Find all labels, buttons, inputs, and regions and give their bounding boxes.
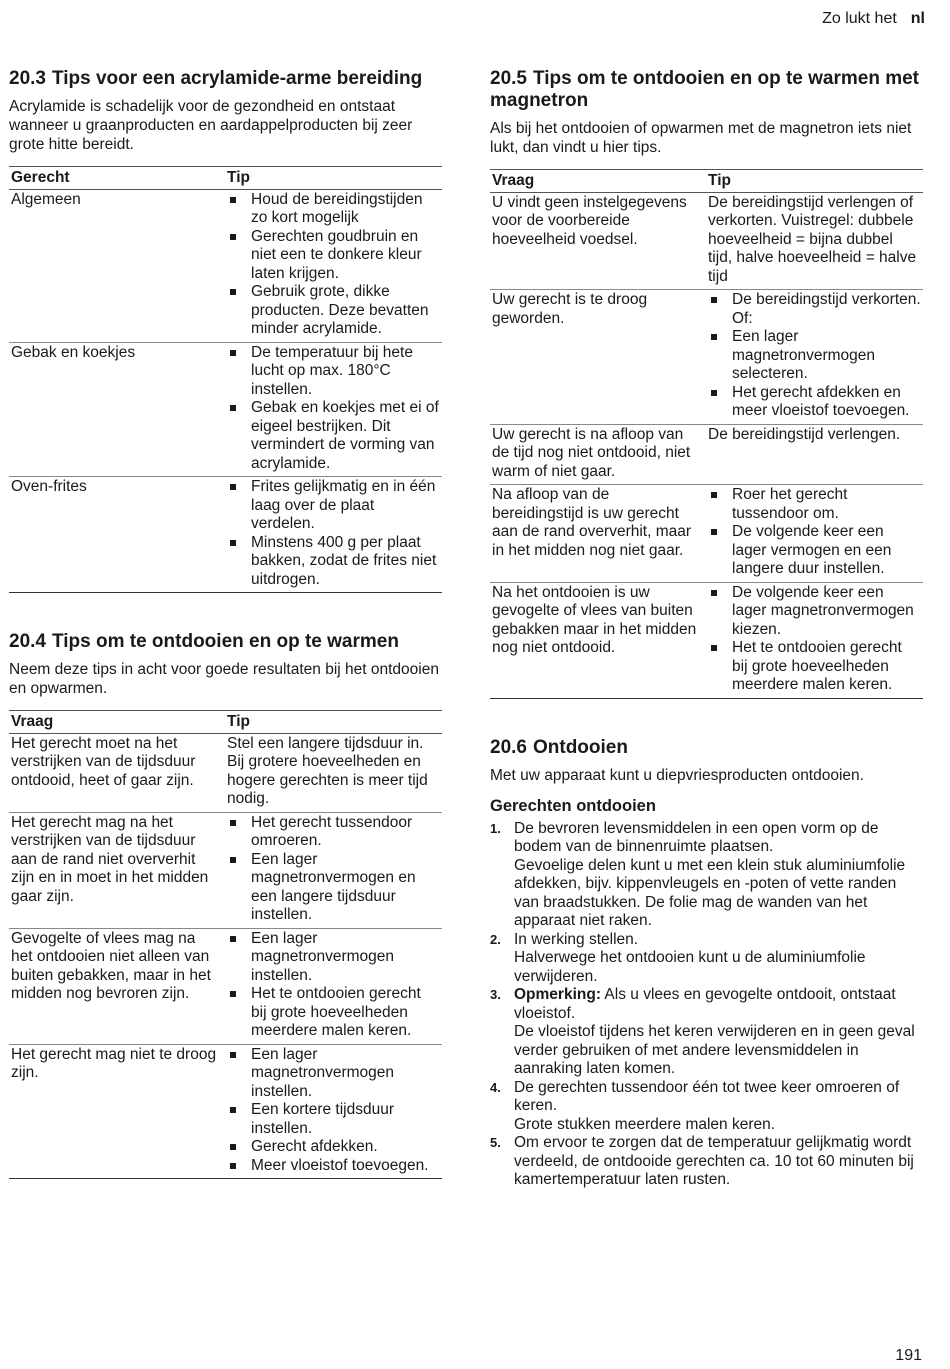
tip-item: Minstens 400 g per plaat bakken, zodat de frites niet uitdrogen. [227,534,440,590]
page-header [822,10,925,28]
tip-item: Gerecht afdekken. [227,1138,440,1157]
tips-table [9,166,442,593]
step-number: 3. [490,987,501,1002]
row-tip: Stel een langere tijdsduur in. Bij grotere hoeveelheden en hogere gerechten is meer tijd nodig. [225,733,442,812]
table-row [9,477,442,593]
row-tip: De bereidingstijd verlengen. [706,424,923,485]
table-row [9,342,442,477]
tip-list [227,344,440,474]
tip-item: Gebruik grote, dikke producten. Deze bevatten minder acrylamide. [227,283,440,339]
tip-item: Het te ontdooien gerecht bij grote hoeveelheden meerdere malen keren. [708,639,921,695]
col-header-question: Vraag [490,170,706,193]
tip-item: Een lager magnetronvermogen selecteren. [708,328,921,384]
row-question: U vindt geen instelgegevens voor de voorbereide hoeveelheid voedsel. [490,192,706,290]
step-text: De bevroren levensmiddelen in een open vorm op de bodem van de binnenruimte plaatsen. [514,819,879,855]
tip-item: Een lager magnetronvermogen instellen. [227,930,440,986]
tip-item: Het gerecht tussendoor omroeren. [227,814,440,851]
step-note-label: Opmerking: [514,986,601,1003]
section-intro: Neem deze tips in acht voor goede resultaten bij het ontdooien en opwarmen. [9,661,439,697]
steps-list [490,820,923,1190]
row-question: Het gerecht moet na het verstrijken van de tijdsduur ontdooid, heet of gaar zijn. [9,733,225,812]
col-header-question: Vraag [9,711,225,734]
section-intro: Als bij het ontdooien of opwarmen met de magnetron iets niet lukt, dan vindt u hier tips. [490,120,912,156]
step-text: In werking stellen. [514,930,639,948]
tip-item: Een kortere tijdsduur instellen. [227,1101,440,1138]
tip-or: Of: [732,309,753,327]
tip-item: Het gerecht afdekken en meer vloeistof toevoegen. [708,384,921,421]
row-question: Oven-frites [9,477,225,593]
step-item [490,931,923,987]
section-number: 20.3 [9,68,46,89]
tip-item: De volgende keer een lager vermogen en een langere duur instellen. [708,523,921,579]
step-extra: Gevoelige delen kunt u met een klein stuk aluminiumfolie afdekken, bijv. kippenvleugels en -poten of vette randen van braadstukken. De folie mag de wanden van het apparaat niet raken. [514,856,906,929]
section-title [490,737,923,759]
step-item [490,1134,923,1190]
tip-item: Houd de bereidingstijden zo kort mogelijk [227,191,440,228]
tip-item: Het te ontdooien gerecht bij grote hoeveelheden meerdere malen keren. [227,985,440,1041]
row-question: Na het ontdooien is uw gevogelte of vlees van buiten gebakken maar in het midden nog niet ontdooid. [490,582,706,698]
tip-list [227,814,440,925]
section-20-5 [490,68,923,699]
table-row [9,733,442,812]
section-20-3 [9,68,442,593]
tip-item: De volgende keer een lager magnetronvermogen kiezen. [708,584,921,640]
table-row [490,290,923,425]
table-row [9,928,442,1044]
row-tip [225,189,442,342]
section-title-text: Ontdooien [532,736,628,758]
tip-list [708,486,921,579]
row-tip [225,1044,442,1179]
row-question: Het gerecht mag niet te droog zijn. [9,1044,225,1179]
tip-list [708,291,921,310]
section-20-6 [490,737,923,1190]
step-extra: Grote stukken meerdere malen keren. [514,1115,776,1133]
step-item [490,820,923,931]
step-text: De gerechten tussendoor één tot twee keer omroeren of keren. [514,1078,900,1114]
row-tip [225,477,442,593]
tip-item: De temperatuur bij hete lucht op max. 180°C instellen. [227,344,440,400]
row-question: Algemeen [9,189,225,342]
tip-item: Gebak en koekjes met ei of eigeel bestrijken. Dit vermindert de vorming van acrylamide. [227,399,440,473]
step-number: 2. [490,931,501,947]
row-question: Uw gerecht is te droog geworden. [490,290,706,425]
section-title-text: Tips om te ontdooien en op te warmen met magnetron [490,68,920,111]
step-text: Om ervoor te zorgen dat de temperatuur gelijkmatig wordt verdeeld, de ontdooide gerechten ca. 10 tot 60 minuten bij kamertemperatuur laten rusten. [514,1134,914,1188]
table-row [490,485,923,583]
tip-list [708,584,921,695]
tip-item: Meer vloeistof toevoegen. [227,1157,440,1176]
step-number: 5. [490,1135,501,1150]
right-column [490,68,923,1228]
tip-item: Een lager magnetronvermogen instellen. [227,1046,440,1102]
row-question: Gevogelte of vlees mag na het ontdooien niet alleen van buiten gebakken, maar in het midden nog bevroren zijn. [9,928,225,1044]
col-header-tip: Tip [225,167,442,190]
tips-table [490,169,923,699]
step-item [490,986,923,1079]
tips-table [9,710,442,1179]
tip-list [227,1046,440,1176]
step-item [490,1079,923,1135]
tip-list [227,191,440,339]
section-title-text: Tips voor een acrylamide-arme bereiding [51,68,423,89]
section-number: 20.5 [490,68,527,89]
row-question: Gebak en koekjes [9,342,225,477]
section-title [490,68,923,112]
tip-list [227,478,440,589]
row-tip [706,485,923,583]
header-title: Zo lukt het [822,10,897,27]
col-header-dish: Gerecht [9,167,225,190]
tip-item: Gerechten goudbruin en niet een te donkere kleur laten krijgen. [227,228,440,284]
row-tip: De bereidingstijd verlengen of verkorten. Vuistregel: dubbele hoeveelheid = bijna dubbel tijd, halve hoeveelheid = halve tijd [706,192,923,290]
table-row [490,424,923,485]
section-number: 20.4 [9,631,46,652]
section-title [9,68,442,90]
table-row [490,582,923,698]
section-intro: Acrylamide is schadelijk voor de gezondheid en ontstaat wanneer u graanproducten en aardappelproducten bij zeer grote hitte bereidt. [9,98,413,153]
section-number: 20.6 [490,736,527,758]
table-row [9,1044,442,1179]
section-title [9,631,442,653]
section-title-text: Tips om te ontdooien en op te warmen [51,631,399,652]
step-number: 4. [490,1079,501,1095]
row-question: Uw gerecht is na afloop van de tijd nog niet ontdooid, niet warm of niet gaar. [490,424,706,485]
step-text: Als u vlees en gevogelte ontdooit, ontstaat vloeistof. [514,986,896,1022]
section-intro: Met uw apparaat kunt u diepvriesproducten ontdooien. [490,766,864,784]
tip-list [227,930,440,1041]
tip-item: Een lager magnetronvermogen en een langere tijdsduur instellen. [227,851,440,925]
header-lang: nl [910,10,925,27]
col-header-tip: Tip [225,711,442,734]
tip-list [708,328,921,421]
tip-item: Frites gelijkmatig en in één laag over de plaat verdelen. [227,478,440,534]
col-header-tip: Tip [706,170,923,193]
section-20-4 [9,631,442,1179]
row-tip [706,582,923,698]
step-number: 1. [490,820,501,836]
left-column [9,68,442,1217]
tip-item: Roer het gerecht tussendoor om. [708,486,921,523]
row-tip [225,928,442,1044]
page-number: 191 [895,1347,922,1364]
step-extra: Halverwege het ontdooien kunt u de aluminiumfolie verwijderen. [514,949,866,985]
row-tip [225,812,442,928]
step-extra: De vloeistof tijdens het keren verwijderen en in geen geval verder gebruiken of met andere levensmiddelen in aanraking laten komen. [514,1023,915,1077]
row-question: Na afloop van de bereidingstijd is uw gerecht aan de rand oververhit, maar in het midden nog niet gaar. [490,485,706,583]
row-tip [225,342,442,477]
row-tip [706,290,923,425]
row-question: Het gerecht mag na het verstrijken van de tijdsduur aan de rand niet oververhit zijn en in moet in het midden gaar zijn. [9,812,225,928]
table-row [490,192,923,290]
tip-item: De bereidingstijd verkorten. [708,291,921,310]
subsection-title: Gerechten ontdooien [490,796,656,815]
table-row [9,812,442,928]
table-row [9,189,442,342]
